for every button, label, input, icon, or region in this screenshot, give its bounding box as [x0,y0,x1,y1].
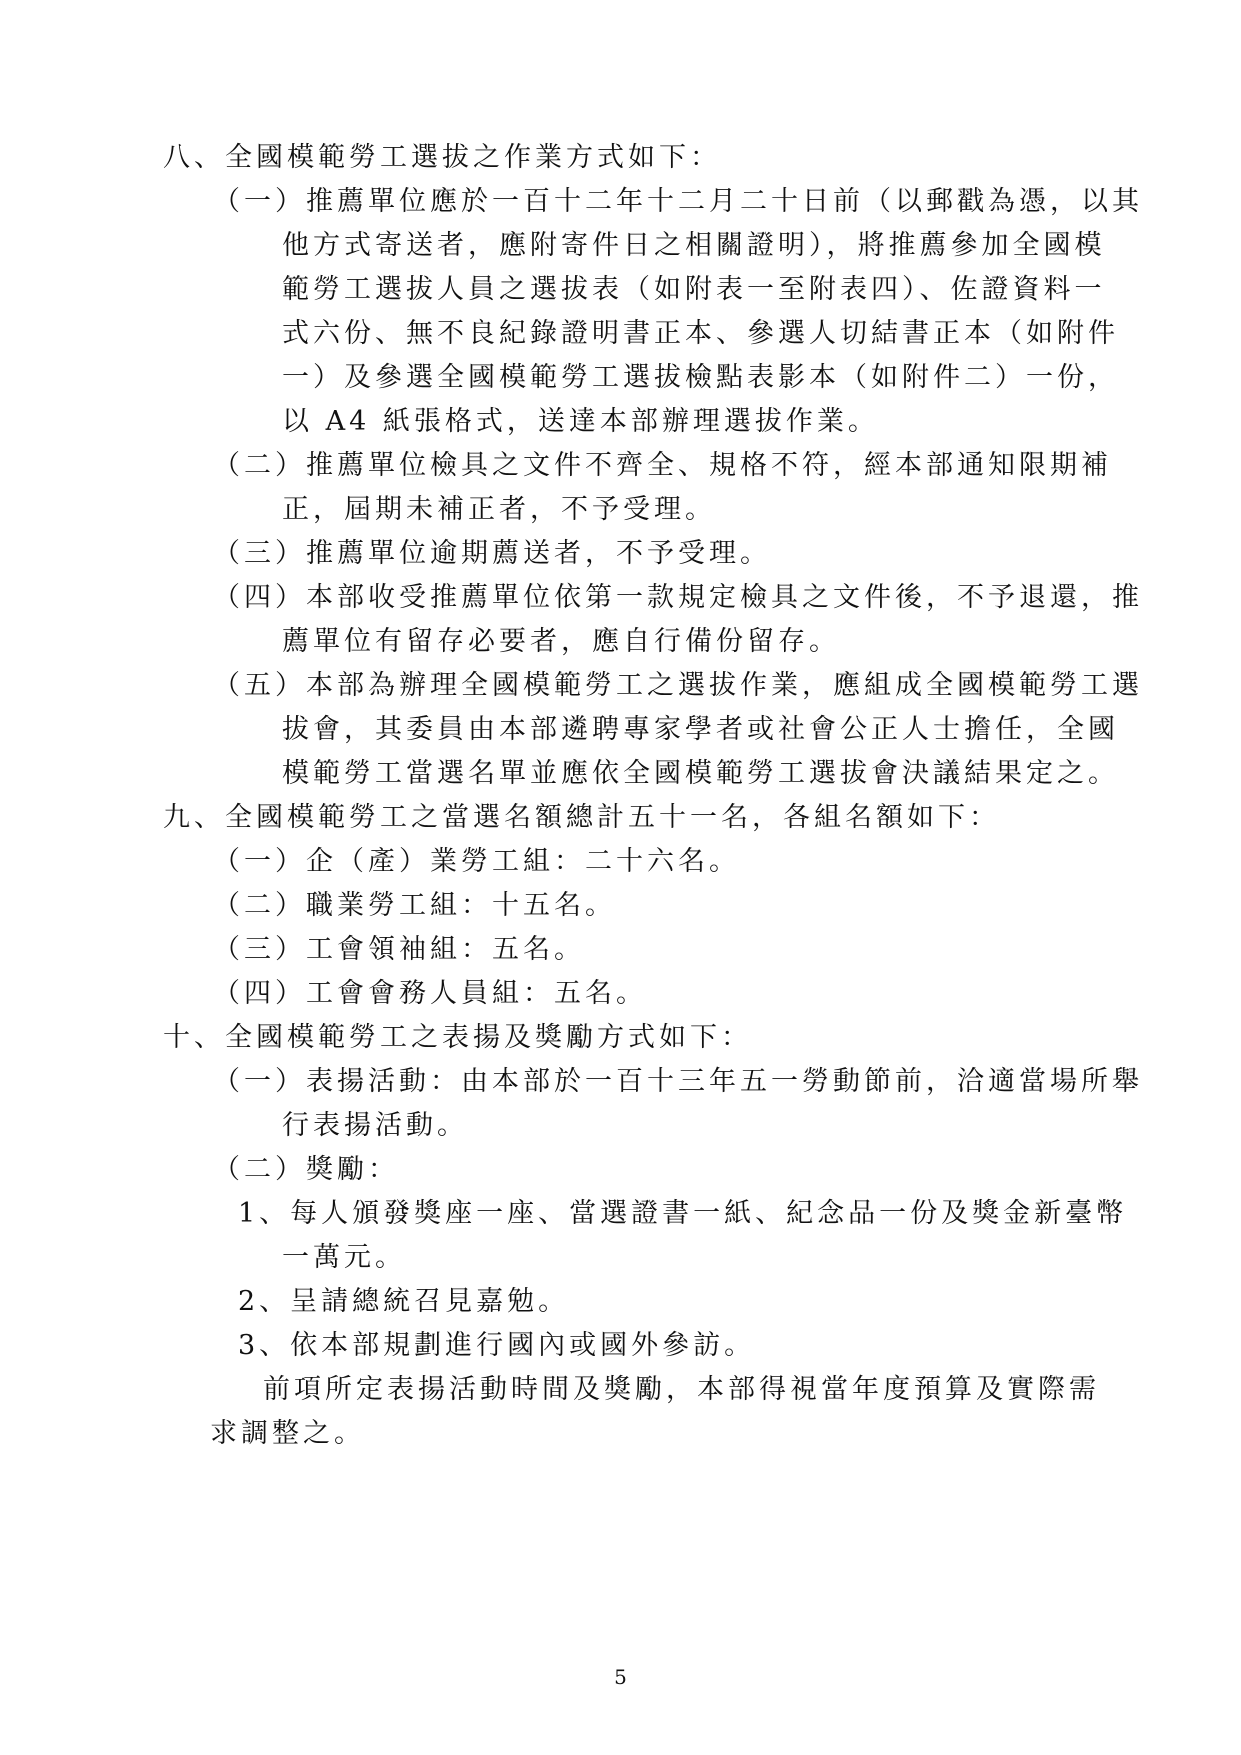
section-9-item-3: （三）工會領袖組：五名。 [213,934,585,965]
section-9-heading: 九、全國模範勞工之當選名額總計五十一名，各組名額如下： [163,802,1000,833]
section-8-item-4-cont: 薦單位有留存必要者，應自行備份留存。 [282,626,840,657]
section-8-item-2-cont: 正，屆期未補正者，不予受理。 [282,494,716,525]
section-9-item-2: （二）職業勞工組：十五名。 [213,890,616,921]
section-8-item-1-cont: 範勞工選拔人員之選拔表（如附表一至附表四）、佐證資料一 [282,274,1106,305]
section-10-item-1: （一）表揚活動：由本部於一百十三年五一勞動節前，洽適當場所舉 [213,1066,1143,1097]
section-8-item-1: （一）推薦單位應於一百十二年十二月二十日前（以郵戳為憑，以其 [213,186,1143,217]
section-8-heading: 八、全國模範勞工選拔之作業方式如下： [163,142,721,173]
section-8-item-1-cont: 一）及參選全國模範勞工選拔檢點表影本（如附件二）一份， [282,362,1119,393]
section-10-heading: 十、全國模範勞工之表揚及獎勵方式如下： [163,1022,752,1053]
reward-item-2: 2、呈請總統召見嘉勉。 [238,1286,570,1317]
section-8-item-4: （四）本部收受推薦單位依第一款規定檢具之文件後，不予退還，推 [213,582,1143,613]
section-8-item-1-cont: 式六份、無不良紀錄證明書正本、參選人切結書正本（如附件 [282,318,1119,349]
reward-item-1-cont: 一萬元。 [282,1242,406,1273]
section-8-item-3: （三）推薦單位逾期薦送者，不予受理。 [213,538,771,569]
section-8-item-2: （二）推薦單位檢具之文件不齊全、規格不符，經本部通知限期補 [213,450,1112,481]
reward-item-1: 1、每人頒發獎座一座、當選證書一紙、紀念品一份及獎金新臺幣 [238,1198,1128,1229]
section-8-item-1-cont: 他方式寄送者，應附寄件日之相關證明），將推薦參加全國模 [282,230,1106,261]
section-9-item-1: （一）企（產）業勞工組：二十六名。 [213,846,740,877]
section-9-item-4: （四）工會會務人員組：五名。 [213,978,647,1009]
reward-item-3: 3、依本部規劃進行國內或國外參訪。 [238,1330,756,1361]
section-8-item-1-cont: 以 A4 紙張格式，送達本部辦理選拔作業。 [282,406,879,437]
closing-note: 前項所定表揚活動時間及獎勵，本部得視當年度預算及實際需 [263,1374,1100,1405]
section-8-item-5: （五）本部為辦理全國模範勞工之選拔作業，應組成全國模範勞工選 [213,670,1143,701]
section-8-item-5-cont: 模範勞工當選名單並應依全國模範勞工選拔會決議結果定之。 [282,758,1119,789]
closing-note-cont: 求調整之。 [210,1418,365,1449]
page-number: 5 [614,1665,627,1689]
section-8-item-5-cont: 拔會，其委員由本部遴聘專家學者或社會公正人士擔任，全國 [282,714,1119,745]
section-10-item-1-cont: 行表揚活動。 [282,1110,468,1141]
section-10-item-2: （二）獎勵： [213,1154,399,1185]
